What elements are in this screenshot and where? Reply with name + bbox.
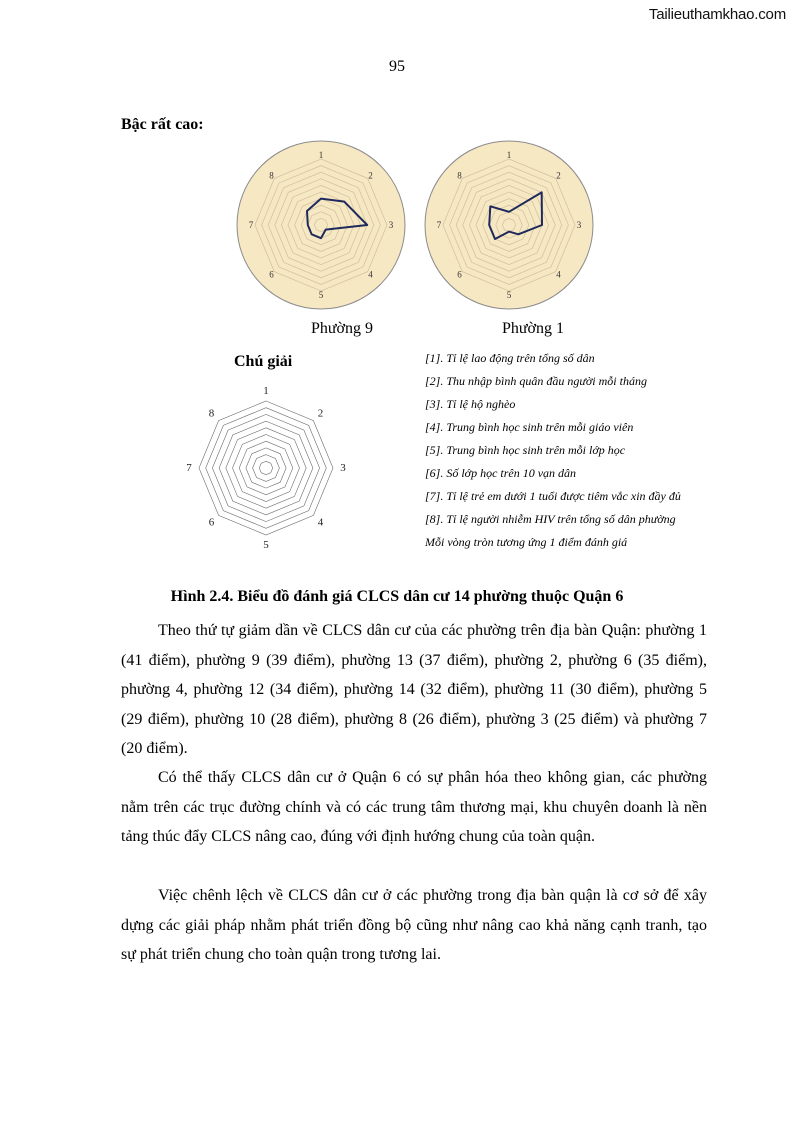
figure-caption: Hình 2.4. Biểu đồ đánh giá CLCS dân cư 14 phường thuộc Quận 6 bbox=[170, 588, 624, 605]
axis-label: 2 bbox=[368, 170, 373, 181]
legend-item: [1]. Tỉ lệ lao động trên tổng số dân bbox=[425, 351, 595, 365]
radar-chart-phuong-1 bbox=[424, 140, 594, 310]
grid-ring bbox=[206, 408, 327, 529]
chart-background bbox=[425, 141, 593, 309]
legend-title: Chú giải bbox=[234, 353, 293, 370]
legend-item: [8]. Tỉ lệ người nhiễm HIV trên tổng số dân phường bbox=[425, 512, 676, 526]
axis-label: 6 bbox=[269, 269, 274, 280]
axis-label: 3 bbox=[576, 220, 582, 230]
legend-list bbox=[425, 347, 708, 554]
legend-item: [3]. Tỉ lệ hộ nghèo bbox=[425, 397, 516, 411]
axis-label: 8 bbox=[269, 170, 274, 181]
legend-item: [6]. Số lớp học trên 10 vạn dân bbox=[425, 466, 577, 480]
grid-ring bbox=[246, 448, 286, 488]
axis-label: 1 bbox=[318, 150, 324, 160]
axis-label: 3 bbox=[340, 462, 346, 474]
grid-ring bbox=[226, 428, 306, 508]
chart-background bbox=[237, 141, 405, 309]
axis-label: 5 bbox=[318, 290, 324, 300]
chart-caption-phuong-9: Phường 9 bbox=[310, 320, 374, 337]
grid-ring bbox=[239, 441, 293, 495]
grid-ring bbox=[212, 414, 319, 521]
axis-label: 7 bbox=[248, 220, 254, 230]
axis-label: 6 bbox=[208, 516, 215, 529]
axis-label: 3 bbox=[388, 220, 394, 230]
axis-label: 4 bbox=[368, 269, 373, 280]
legend-item: Mỗi vòng tròn tương ứng 1 điểm đánh giá bbox=[425, 535, 628, 549]
legend-item: [4]. Trung bình học sinh trên mỗi giáo viên bbox=[425, 420, 634, 434]
axis-label: 1 bbox=[506, 150, 512, 160]
grid-ring bbox=[259, 461, 272, 474]
legend-item: [2]. Thu nhập bình quân đầu người mỗi tháng bbox=[425, 374, 647, 388]
legend-item: [5]. Trung bình học sinh trên mỗi lớp học bbox=[425, 443, 626, 457]
axis-label: 8 bbox=[208, 407, 215, 420]
page-number: 95 bbox=[389, 58, 405, 75]
grid-ring bbox=[253, 455, 280, 482]
body-paragraph: Việc chênh lệch về CLCS dân cư ở các phường trong địa bàn quận là cơ sở để xây dựng các giải pháp nhằm phát triển đồng bộ cũng như nâng cao khả năng cạnh tranh, tạo sự phát triển chung cho toàn quận trong tương lai. bbox=[121, 887, 707, 964]
chart-caption-phuong-1: Phường 1 bbox=[501, 320, 565, 337]
section-heading: Bậc rất cao: bbox=[121, 116, 204, 133]
axis-label: 2 bbox=[317, 407, 324, 420]
axis-label: 2 bbox=[556, 170, 561, 181]
body-paragraph: Có thể thấy CLCS dân cư ở Quận 6 có sự phân hóa theo không gian, các phường nằm trên các trục đường chính và có các trung tâm thương mại, khu chuyên doanh là nền tảng thúc đẩy CLCS nâng cao, đúng với định hướng chung của toàn quận. bbox=[121, 769, 707, 846]
axis-label: 6 bbox=[457, 269, 462, 280]
grid-ring bbox=[233, 435, 300, 502]
axis-label: 1 bbox=[263, 385, 269, 397]
radar-legend-chart bbox=[180, 378, 350, 558]
axis-label: 7 bbox=[186, 462, 192, 474]
watermark: Tailieuthamkhao.com bbox=[648, 6, 786, 23]
axis-label: 5 bbox=[263, 539, 269, 551]
axis-label: 8 bbox=[457, 170, 462, 181]
radar-chart-phuong-9 bbox=[236, 140, 406, 310]
legend-item: [7]. Tỉ lệ trẻ em dưới 1 tuổi được tiêm vắc xin đầy đủ bbox=[425, 489, 681, 503]
axis-label: 4 bbox=[317, 516, 324, 529]
grid-ring bbox=[219, 421, 313, 515]
axis-label: 7 bbox=[436, 220, 442, 230]
axis-label: 5 bbox=[506, 290, 512, 300]
body-paragraph: Theo thứ tự giảm dần về CLCS dân cư của các phường trên địa bàn Quận: phường 1 (41 điểm), phường 9 (39 điểm), phường 13 (37 điểm), phường 2, phường 6 (35 điểm), phường 4, phường 12 (34 điểm), phường 14 (32 điểm), phường 11 (30 điểm), phường 5 (29 điểm), phường 10 (28 điểm), phường 8 (26 điểm), phường 3 (25 điểm) và phường 7 (20 điểm). bbox=[121, 622, 707, 758]
axis-label: 4 bbox=[556, 269, 561, 280]
